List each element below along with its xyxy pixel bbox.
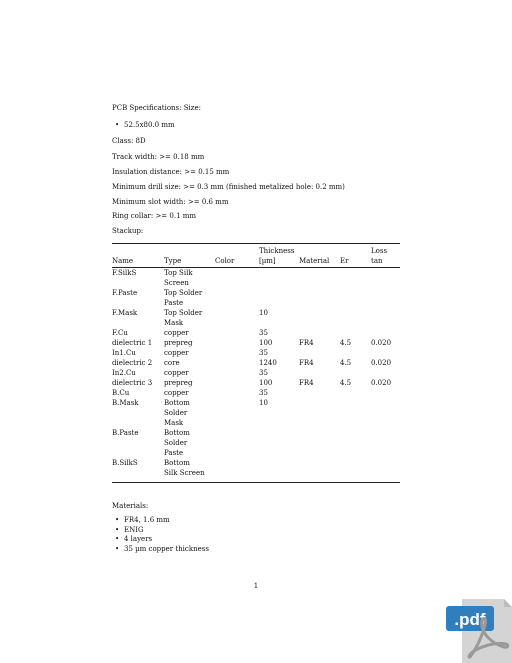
header-bottom-text: tan bbox=[371, 257, 383, 265]
table-cell bbox=[215, 378, 259, 388]
specs-title: PCB Specifications: Size: bbox=[112, 104, 201, 112]
table-cell: FR4 bbox=[299, 339, 314, 347]
table-cell bbox=[215, 328, 259, 338]
bullet-icon: • bbox=[115, 544, 120, 553]
header-bottom-text: Color bbox=[215, 257, 235, 265]
table-cell bbox=[340, 288, 371, 308]
class-spec: Class: 8D bbox=[112, 137, 146, 145]
header-top-text bbox=[164, 246, 215, 256]
materials-label: Materials: bbox=[112, 502, 149, 510]
size-item: • 52.5x80.0 mm bbox=[115, 121, 175, 129]
table-cell bbox=[215, 358, 259, 368]
track-width-spec: Track width: >= 0.18 mm bbox=[112, 153, 205, 161]
table-cell: B.SilkS bbox=[112, 459, 138, 467]
table-cell bbox=[340, 368, 371, 378]
size-list bbox=[112, 121, 175, 131]
table-cell: Top Solder Mask bbox=[164, 309, 203, 327]
table-cell bbox=[299, 428, 340, 458]
table-cell: B.Cu bbox=[112, 389, 130, 397]
table-cell bbox=[215, 348, 259, 358]
header-cell bbox=[340, 246, 371, 266]
table-cell: 100 bbox=[259, 379, 273, 387]
table-row bbox=[112, 378, 400, 388]
bullet-icon: • bbox=[115, 525, 120, 534]
material-item bbox=[112, 535, 209, 545]
header-top-text bbox=[340, 246, 371, 256]
header-top-text: Loss bbox=[371, 247, 388, 255]
table-cell: prepreg bbox=[164, 379, 193, 387]
table-cell bbox=[215, 288, 259, 308]
materials-list bbox=[112, 516, 209, 554]
table-cell bbox=[371, 348, 400, 358]
table-cell bbox=[340, 398, 371, 428]
table-cell bbox=[215, 266, 259, 288]
material-item bbox=[112, 526, 209, 536]
table-cell bbox=[340, 266, 371, 288]
table-cell: copper bbox=[164, 389, 189, 397]
table-bottom-rule bbox=[112, 482, 400, 483]
material-item-text: 4 layers bbox=[124, 535, 153, 544]
table-cell bbox=[340, 428, 371, 458]
table-cell bbox=[299, 288, 340, 308]
table-row bbox=[112, 458, 400, 478]
table-cell: dielectric 2 bbox=[112, 359, 153, 367]
table-cell: core bbox=[164, 359, 180, 367]
table-cell: 10 bbox=[259, 399, 268, 407]
header-cell bbox=[215, 246, 259, 266]
table-cell: FR4 bbox=[299, 379, 314, 387]
table-cell: 35 bbox=[259, 329, 268, 337]
table-row bbox=[112, 368, 400, 378]
table-cell: 0.020 bbox=[371, 379, 392, 387]
table-row bbox=[112, 398, 400, 428]
table-cell bbox=[299, 458, 340, 478]
table-cell bbox=[215, 308, 259, 328]
insulation-spec: Insulation distance: >= 0.15 mm bbox=[112, 168, 230, 176]
table-cell: 0.020 bbox=[371, 339, 392, 347]
table-cell bbox=[371, 368, 400, 378]
table-row bbox=[112, 266, 400, 288]
header-bottom-text: Name bbox=[112, 257, 134, 265]
table-cell bbox=[371, 266, 400, 288]
stackup-label: Stackup: bbox=[112, 227, 144, 235]
table-cell bbox=[371, 398, 400, 428]
table-cell: 35 bbox=[259, 349, 268, 357]
table-cell bbox=[259, 288, 299, 308]
table-cell: F.Mask bbox=[112, 309, 138, 317]
header-cell bbox=[259, 246, 299, 266]
table-cell: 4.5 bbox=[340, 339, 352, 347]
table-row bbox=[112, 328, 400, 338]
table-cell: 4.5 bbox=[340, 379, 352, 387]
table-cell: Top Solder Paste bbox=[164, 289, 203, 307]
table-cell: F.Cu bbox=[112, 329, 128, 337]
header-cell bbox=[299, 246, 340, 266]
material-item bbox=[112, 545, 209, 555]
table-row bbox=[112, 388, 400, 398]
stackup-table bbox=[112, 246, 400, 478]
table-cell bbox=[299, 328, 340, 338]
ring-collar-spec: Ring collar: >= 0.1 mm bbox=[112, 212, 197, 220]
material-item-text: 35 µm copper thickness bbox=[124, 544, 209, 553]
table-row bbox=[112, 358, 400, 368]
pdf-file-icon bbox=[446, 599, 512, 663]
header-bottom-text: Er bbox=[340, 257, 349, 265]
table-cell: F.Paste bbox=[112, 289, 138, 297]
header-cell bbox=[164, 246, 215, 266]
table-cell bbox=[340, 388, 371, 398]
table-cell bbox=[299, 348, 340, 358]
table-cell: In1.Cu bbox=[112, 349, 136, 357]
material-item-text: ENIG bbox=[124, 525, 144, 534]
table-cell: 10 bbox=[259, 309, 268, 317]
header-top-text bbox=[299, 246, 340, 256]
table-top-rule bbox=[112, 243, 400, 244]
table-cell: In2.Cu bbox=[112, 369, 136, 377]
table-cell bbox=[371, 428, 400, 458]
table-cell bbox=[371, 458, 400, 478]
header-cell bbox=[112, 246, 164, 266]
table-header-row bbox=[112, 246, 400, 266]
table-cell: Bottom Solder Paste bbox=[164, 429, 190, 457]
table-cell: B.Mask bbox=[112, 399, 139, 407]
table-cell: dielectric 3 bbox=[112, 379, 153, 387]
table-cell bbox=[259, 428, 299, 458]
header-top-text: Thickness bbox=[259, 247, 295, 255]
table-cell: dielectric 1 bbox=[112, 339, 153, 347]
table-cell: copper bbox=[164, 329, 189, 337]
table-cell bbox=[215, 428, 259, 458]
material-item-text: FR4, 1.6 mm bbox=[124, 516, 170, 524]
drill-size-spec: Minimum drill size: >= 0.3 mm (finished metalized hole: 0.2 mm) bbox=[112, 183, 345, 191]
table-row bbox=[112, 338, 400, 348]
table-cell bbox=[299, 398, 340, 428]
table-cell: F.SilkS bbox=[112, 269, 137, 277]
page-fold-corner bbox=[504, 599, 512, 607]
table-cell: 4.5 bbox=[340, 359, 352, 367]
table-cell bbox=[215, 368, 259, 378]
table-cell bbox=[215, 398, 259, 428]
table-cell bbox=[371, 308, 400, 328]
table-cell bbox=[215, 388, 259, 398]
table-cell: 100 bbox=[259, 339, 273, 347]
bullet-icon: • bbox=[115, 516, 120, 524]
table-cell bbox=[299, 368, 340, 378]
table-cell bbox=[299, 308, 340, 328]
table-cell bbox=[340, 348, 371, 358]
table-row bbox=[112, 348, 400, 358]
table-cell bbox=[299, 388, 340, 398]
table-cell: Bottom Silk Screen bbox=[164, 459, 205, 477]
table-cell bbox=[299, 266, 340, 288]
table-cell: copper bbox=[164, 369, 189, 377]
table-cell bbox=[340, 308, 371, 328]
table-cell bbox=[215, 338, 259, 348]
pdf-badge-text: .pdf bbox=[454, 610, 486, 629]
table-cell bbox=[371, 328, 400, 338]
header-top-text bbox=[215, 246, 259, 256]
table-cell: 35 bbox=[259, 369, 268, 377]
table-cell: 0.020 bbox=[371, 359, 392, 367]
page-number: 1 bbox=[253, 582, 259, 590]
table-cell bbox=[371, 288, 400, 308]
table-cell: FR4 bbox=[299, 359, 314, 367]
table-cell bbox=[340, 328, 371, 338]
table-cell bbox=[215, 458, 259, 478]
header-bottom-text: [µm] bbox=[259, 257, 276, 265]
table-cell: prepreg bbox=[164, 339, 193, 347]
bullet-icon: • bbox=[115, 121, 120, 129]
table-row bbox=[112, 308, 400, 328]
table-cell bbox=[259, 458, 299, 478]
table-cell bbox=[371, 388, 400, 398]
table-cell: 35 bbox=[259, 389, 268, 397]
table-row bbox=[112, 428, 400, 458]
header-bottom-text: Material bbox=[299, 257, 330, 265]
table-cell bbox=[259, 266, 299, 288]
material-item bbox=[112, 516, 209, 526]
header-top-text bbox=[112, 246, 164, 256]
table-row bbox=[112, 288, 400, 308]
table-cell bbox=[340, 458, 371, 478]
header-bottom-text: Type bbox=[164, 257, 182, 265]
bullet-icon: • bbox=[115, 535, 120, 544]
header-cell bbox=[371, 246, 400, 266]
table-cell: B.Paste bbox=[112, 429, 139, 437]
table-cell: Bottom Solder Mask bbox=[164, 399, 190, 427]
slot-width-spec: Minimum slot width: >= 0.6 mm bbox=[112, 198, 229, 206]
table-cell: 1240 bbox=[259, 359, 277, 367]
table-cell: Top Silk Screen bbox=[164, 269, 193, 287]
table-cell: copper bbox=[164, 349, 189, 357]
